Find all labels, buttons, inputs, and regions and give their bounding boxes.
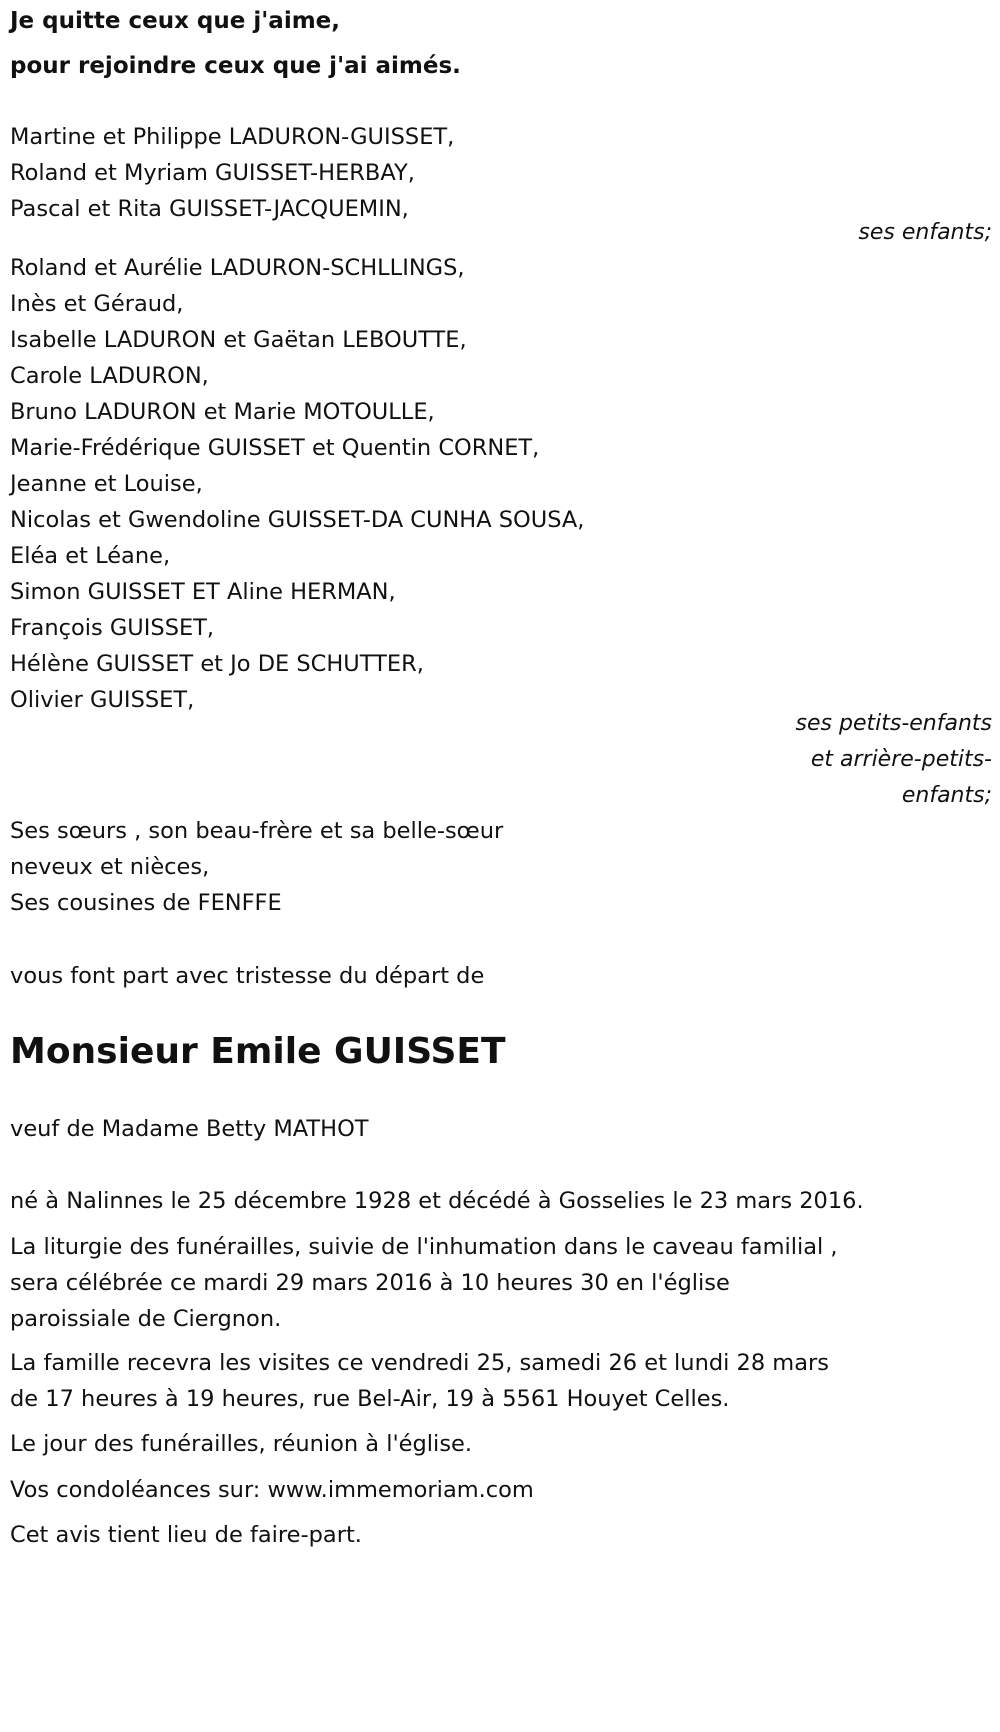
meeting: Le jour des funérailles, réunion à l'église. <box>10 1431 473 1457</box>
grandchildren-label-line: enfants; <box>901 783 992 808</box>
visits-line: de 17 heures à 19 heures, rue Bel-Air, 19 à 5561 Houyet Celles. <box>10 1386 730 1412</box>
relatives-line: Ses cousines de FENFFE <box>10 890 282 916</box>
epitaph-line-2: pour rejoindre ceux que j'ai aimés. <box>10 53 461 79</box>
grandchildren-line: Eléa et Léane, <box>10 543 171 569</box>
announcement: vous font part avec tristesse du départ de <box>10 963 485 989</box>
children-line: Pascal et Rita GUISSET-JACQUEMIN, <box>10 196 409 222</box>
children-line: Roland et Myriam GUISSET-HERBAY, <box>10 160 415 186</box>
grandchildren-line: Nicolas et Gwendoline GUISSET-DA CUNHA SOUSA, <box>10 507 585 533</box>
grandchildren-label-line: ses petits-enfants <box>795 711 992 736</box>
notice: Cet avis tient lieu de faire-part. <box>10 1522 362 1548</box>
grandchildren-line: Marie-Frédérique GUISSET et Quentin CORNET, <box>10 435 540 461</box>
funeral-line: paroissiale de Ciergnon. <box>10 1306 282 1332</box>
grandchildren-line: Olivier GUISSET, <box>10 687 195 713</box>
funeral-line: La liturgie des funérailles, suivie de l'inhumation dans le caveau familial , <box>10 1234 838 1260</box>
grandchildren-line: Bruno LADURON et Marie MOTOULLE, <box>10 399 435 425</box>
grandchildren-line: Carole LADURON, <box>10 363 209 389</box>
grandchildren-line: Simon GUISSET ET Aline HERMAN, <box>10 579 396 605</box>
grandchildren-line: François GUISSET, <box>10 615 215 641</box>
widower-of: veuf de Madame Betty MATHOT <box>10 1116 369 1142</box>
condolences: Vos condoléances sur: www.immemoriam.com <box>10 1477 534 1503</box>
funeral-line: sera célébrée ce mardi 29 mars 2016 à 10 heures 30 en l'église <box>10 1270 730 1296</box>
grandchildren-line: Roland et Aurélie LADURON-SCHLLINGS, <box>10 255 465 281</box>
relatives-line: Ses sœurs , son beau-frère et sa belle-sœur <box>10 818 504 844</box>
grandchildren-line: Isabelle LADURON et Gaëtan LEBOUTTE, <box>10 327 467 353</box>
birth-death: né à Nalinnes le 25 décembre 1928 et décédé à Gosselies le 23 mars 2016. <box>10 1188 864 1214</box>
visits-line: La famille recevra les visites ce vendredi 25, samedi 26 et lundi 28 mars <box>10 1350 829 1376</box>
children-label: ses enfants; <box>858 220 992 245</box>
deceased-name: Monsieur Emile GUISSET <box>10 1031 506 1072</box>
epitaph-line-1: Je quitte ceux que j'aime, <box>10 8 341 34</box>
children-line: Martine et Philippe LADURON-GUISSET, <box>10 124 455 150</box>
grandchildren-line: Jeanne et Louise, <box>10 471 203 497</box>
grandchildren-line: Hélène GUISSET et Jo DE SCHUTTER, <box>10 651 424 677</box>
relatives-line: neveux et nièces, <box>10 854 210 880</box>
grandchildren-label-line: et arrière-petits- <box>810 747 992 772</box>
grandchildren-line: Inès et Géraud, <box>10 291 184 317</box>
